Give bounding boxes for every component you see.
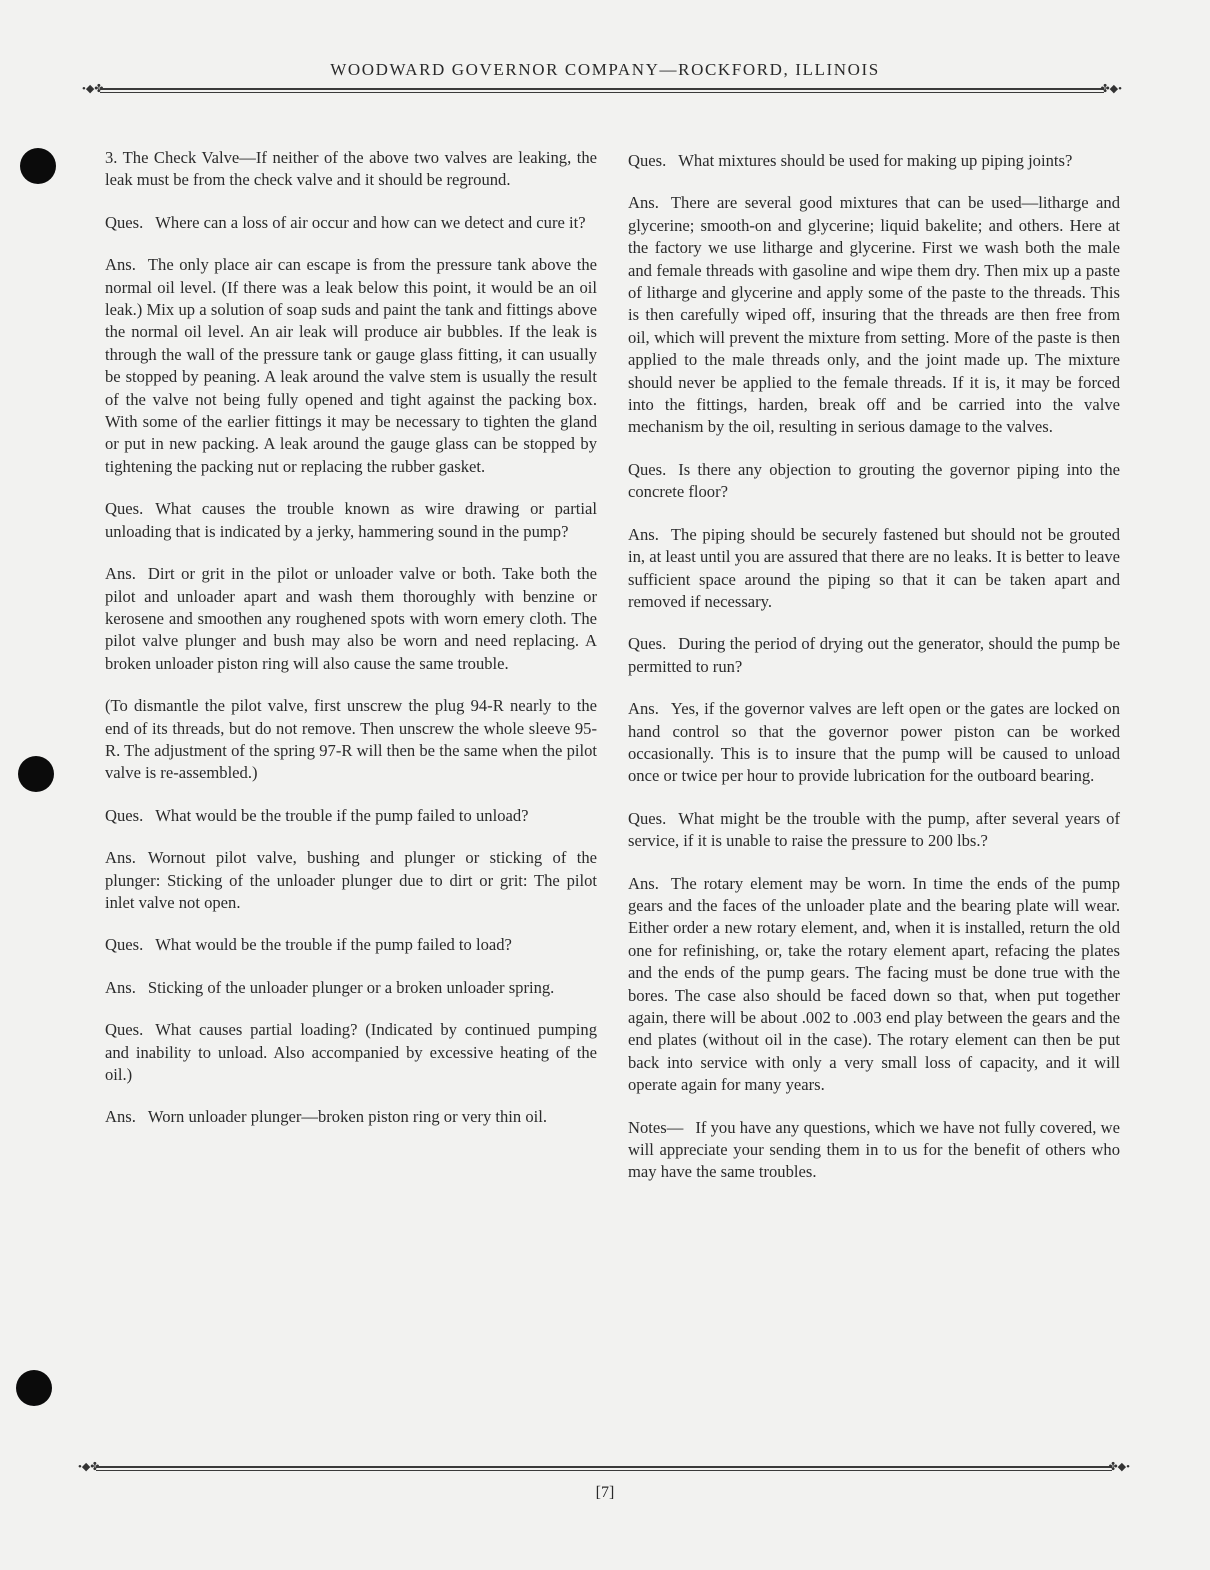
header-rule [82,83,1122,95]
rule-ornament-right-icon: ✤◆• [1100,83,1122,95]
punch-hole-top [20,148,56,184]
paragraph-text: What would be the trouble if the pump failed to load? [155,935,512,955]
paragraph-label: Ques. [628,634,667,654]
paragraph-label: Ans. [628,699,659,719]
paragraph-text: What causes partial loading? (Indicated by continued pumping and inability to unload. Also accompanied by excessive heating of the oil.) [105,1020,597,1084]
paragraph-label: Ans. [628,524,659,544]
paragraph [105,847,597,914]
footer-rule [78,1461,1130,1473]
paragraph [628,633,1120,678]
paragraph-text: Where can a loss of air occur and how can we detect and cure it? [155,212,586,232]
paragraph-text: Yes, if the governor valves are left open or the gates are locked on hand control so that the governor power piston can be worked occasionally. This is to insure that the pump will be caused to unload once or twice per hour to provide lubrication for the outboard bearing. [628,699,1120,786]
paragraph-label: Notes— [628,1117,684,1137]
page-number: [7] [595,1484,615,1501]
paragraph-label: Ques. [628,808,667,828]
paragraph [628,873,1120,1097]
paragraph-text: What mixtures should be used for making up piping joints? [678,151,1073,170]
paragraph [105,498,597,543]
paragraph-text: Wornout pilot valve, bushing and plunger or sticking of the plunger: Sticking of the unloader plunger due to dirt or grit: The pilot inlet valve not open. [105,848,597,912]
rule-ornament-right-icon: ✤◆• [1108,1461,1130,1473]
paragraph [628,524,1120,614]
paragraph [105,254,597,478]
paragraph-text: 3. The Check Valve—If neither of the above two valves are leaking, the leak must be from the check valve and it should be reground. [105,148,597,190]
paragraph-text: Sticking of the unloader plunger or a broken unloader spring. [147,977,555,997]
paragraph [628,459,1120,504]
paragraph [628,150,1120,172]
paragraph-label: Ans. [105,255,136,275]
paragraph [105,805,597,827]
paragraph [628,1117,1120,1184]
paragraph-text: Worn unloader plunger—broken piston ring or very thin oil. [147,1107,548,1127]
paragraph-label: Ans. [105,1107,136,1127]
paragraph-label: Ques. [105,212,144,232]
paragraph [105,977,597,999]
paragraph-text: There are several good mixtures that can be used—litharge and glycerine; smooth-on and glycerine; liquid bakelite; and others. Here at the factory we use litharge and glycerine. First we wash both the male and female threads with gasoline and wipe them dry. Then mix up a paste of litharge and glycerine and apply some of the paste to the threads. This is then carefully wiped off, insuring that the threads are then free from oil, which will prevent the mixture from setting. More of the paste is then applied to the male threads only, and the joint made up. The mixture should never be applied to the female threads. If it is, it may be forced into the fittings, harden, break off and be carried into the valve mechanism by the oil, resulting in serious damage to the valves. [628,193,1120,437]
paragraph-label: Ans. [105,977,136,997]
paragraph-label: Ans. [105,848,136,868]
paragraph [105,934,597,956]
paragraph [628,808,1120,853]
paragraph-label: Ques. [105,1020,144,1040]
paragraph-text: What causes the trouble known as wire drawing or partial unloading that is indicated by a jerky, hammering sound in the pump? [105,499,597,541]
paragraph [105,1019,597,1086]
left-column [105,147,597,1149]
paragraph-text: Is there any objection to grouting the governor piping into the concrete floor? [628,459,1120,502]
page-header-title: WOODWARD GOVERNOR COMPANY—ROCKFORD, ILLINOIS [330,60,880,79]
punch-hole-middle [18,756,54,792]
paragraph-text: (To dismantle the pilot valve, first unscrew the plug 94-R nearly to the end of its threads, but do not remove. Then unscrew the whole sleeve 95-R. The adjustment of the spring 97-R will then be the same when the pilot valve is re-assembled.) [105,696,597,783]
paragraph [105,695,597,785]
paragraph-text: The rotary element may be worn. In time the ends of the pump gears and the faces of the unloader plate and the bearing plate will wear. Either order a new rotary element, and, when it is installed, return the old one for refinishing, or, take the rotary element apart, refacing the plates and the ends of the pump gears. The facing must be done true with the bores. The case also should be faced down so that, when put together again, there will be about .002 to .003 end play between the gears and the end plates (without oil in the case). The rotary element can then be put back into service with only a very small loss of capacity, and it will operate again for many years. [628,873,1120,1095]
paragraph-label: Ques. [105,499,144,519]
paragraph-label: Ques. [628,151,667,170]
paragraph-label: Ans. [628,193,659,213]
paragraph-label: Ans. [628,873,659,893]
paragraph [105,1106,597,1128]
paragraph-label: Ques. [105,935,144,955]
paragraph [105,212,597,234]
paragraph-label: Ans. [105,564,136,584]
paragraph [105,147,597,192]
paragraph [105,563,597,675]
paragraph-text: During the period of drying out the generator, should the pump be permitted to run? [628,634,1120,676]
paragraph-text: If you have any questions, which we have not fully covered, we will appreciate your sending them in to us for the benefit of others who may have the same troubles. [628,1117,1120,1182]
right-column [628,150,1120,1204]
punch-hole-bottom [16,1370,52,1406]
paragraph-text: What might be the trouble with the pump, after several years of service, if it is unable to raise the pressure to 200 lbs.? [628,808,1120,851]
paragraph [628,698,1120,788]
rule-ornament-left-icon: •◆✤ [78,1461,100,1473]
paragraph-text: The piping should be securely fastened but should not be grouted in, at least until you are assured that there are no leaks. It is better to leave sufficient space around the piping so that it can be taken apart and removed if necessary. [628,524,1120,611]
paragraph-text: Dirt or grit in the pilot or unloader valve or both. Take both the pilot and unloader apart and wash them thoroughly with benzine or kerosene and smoothen any roughened spots with worn emery cloth. The pilot valve plunger and bush may also be worn and need replacing. A broken unloader piston ring will also cause the same trouble. [105,564,597,673]
rule-ornament-left-icon: •◆✤ [82,83,104,95]
paragraph [628,192,1120,438]
paragraph-label: Ques. [628,459,667,479]
paragraph-text: The only place air can escape is from the pressure tank above the normal oil level. (If there was a leak below this point, it would be an oil leak.) Mix up a solution of soap suds and paint the tank and fittings above the normal oil level. An air leak will produce air bubbles. If the leak is through the wall of the pressure tank or gauge glass fitting, it can usually be stopped by peaning. A leak around the valve stem is usually the result of the valve not being fully opened and tight against the packing box. With some of the earlier fittings it may be necessary to tighten the gland or put in new packing. A leak around the gauge glass can be stopped by tightening the packing nut or replacing the rubber gasket. [105,255,597,476]
paragraph-text: What would be the trouble if the pump failed to unload? [155,805,529,825]
paragraph-label: Ques. [105,805,144,825]
